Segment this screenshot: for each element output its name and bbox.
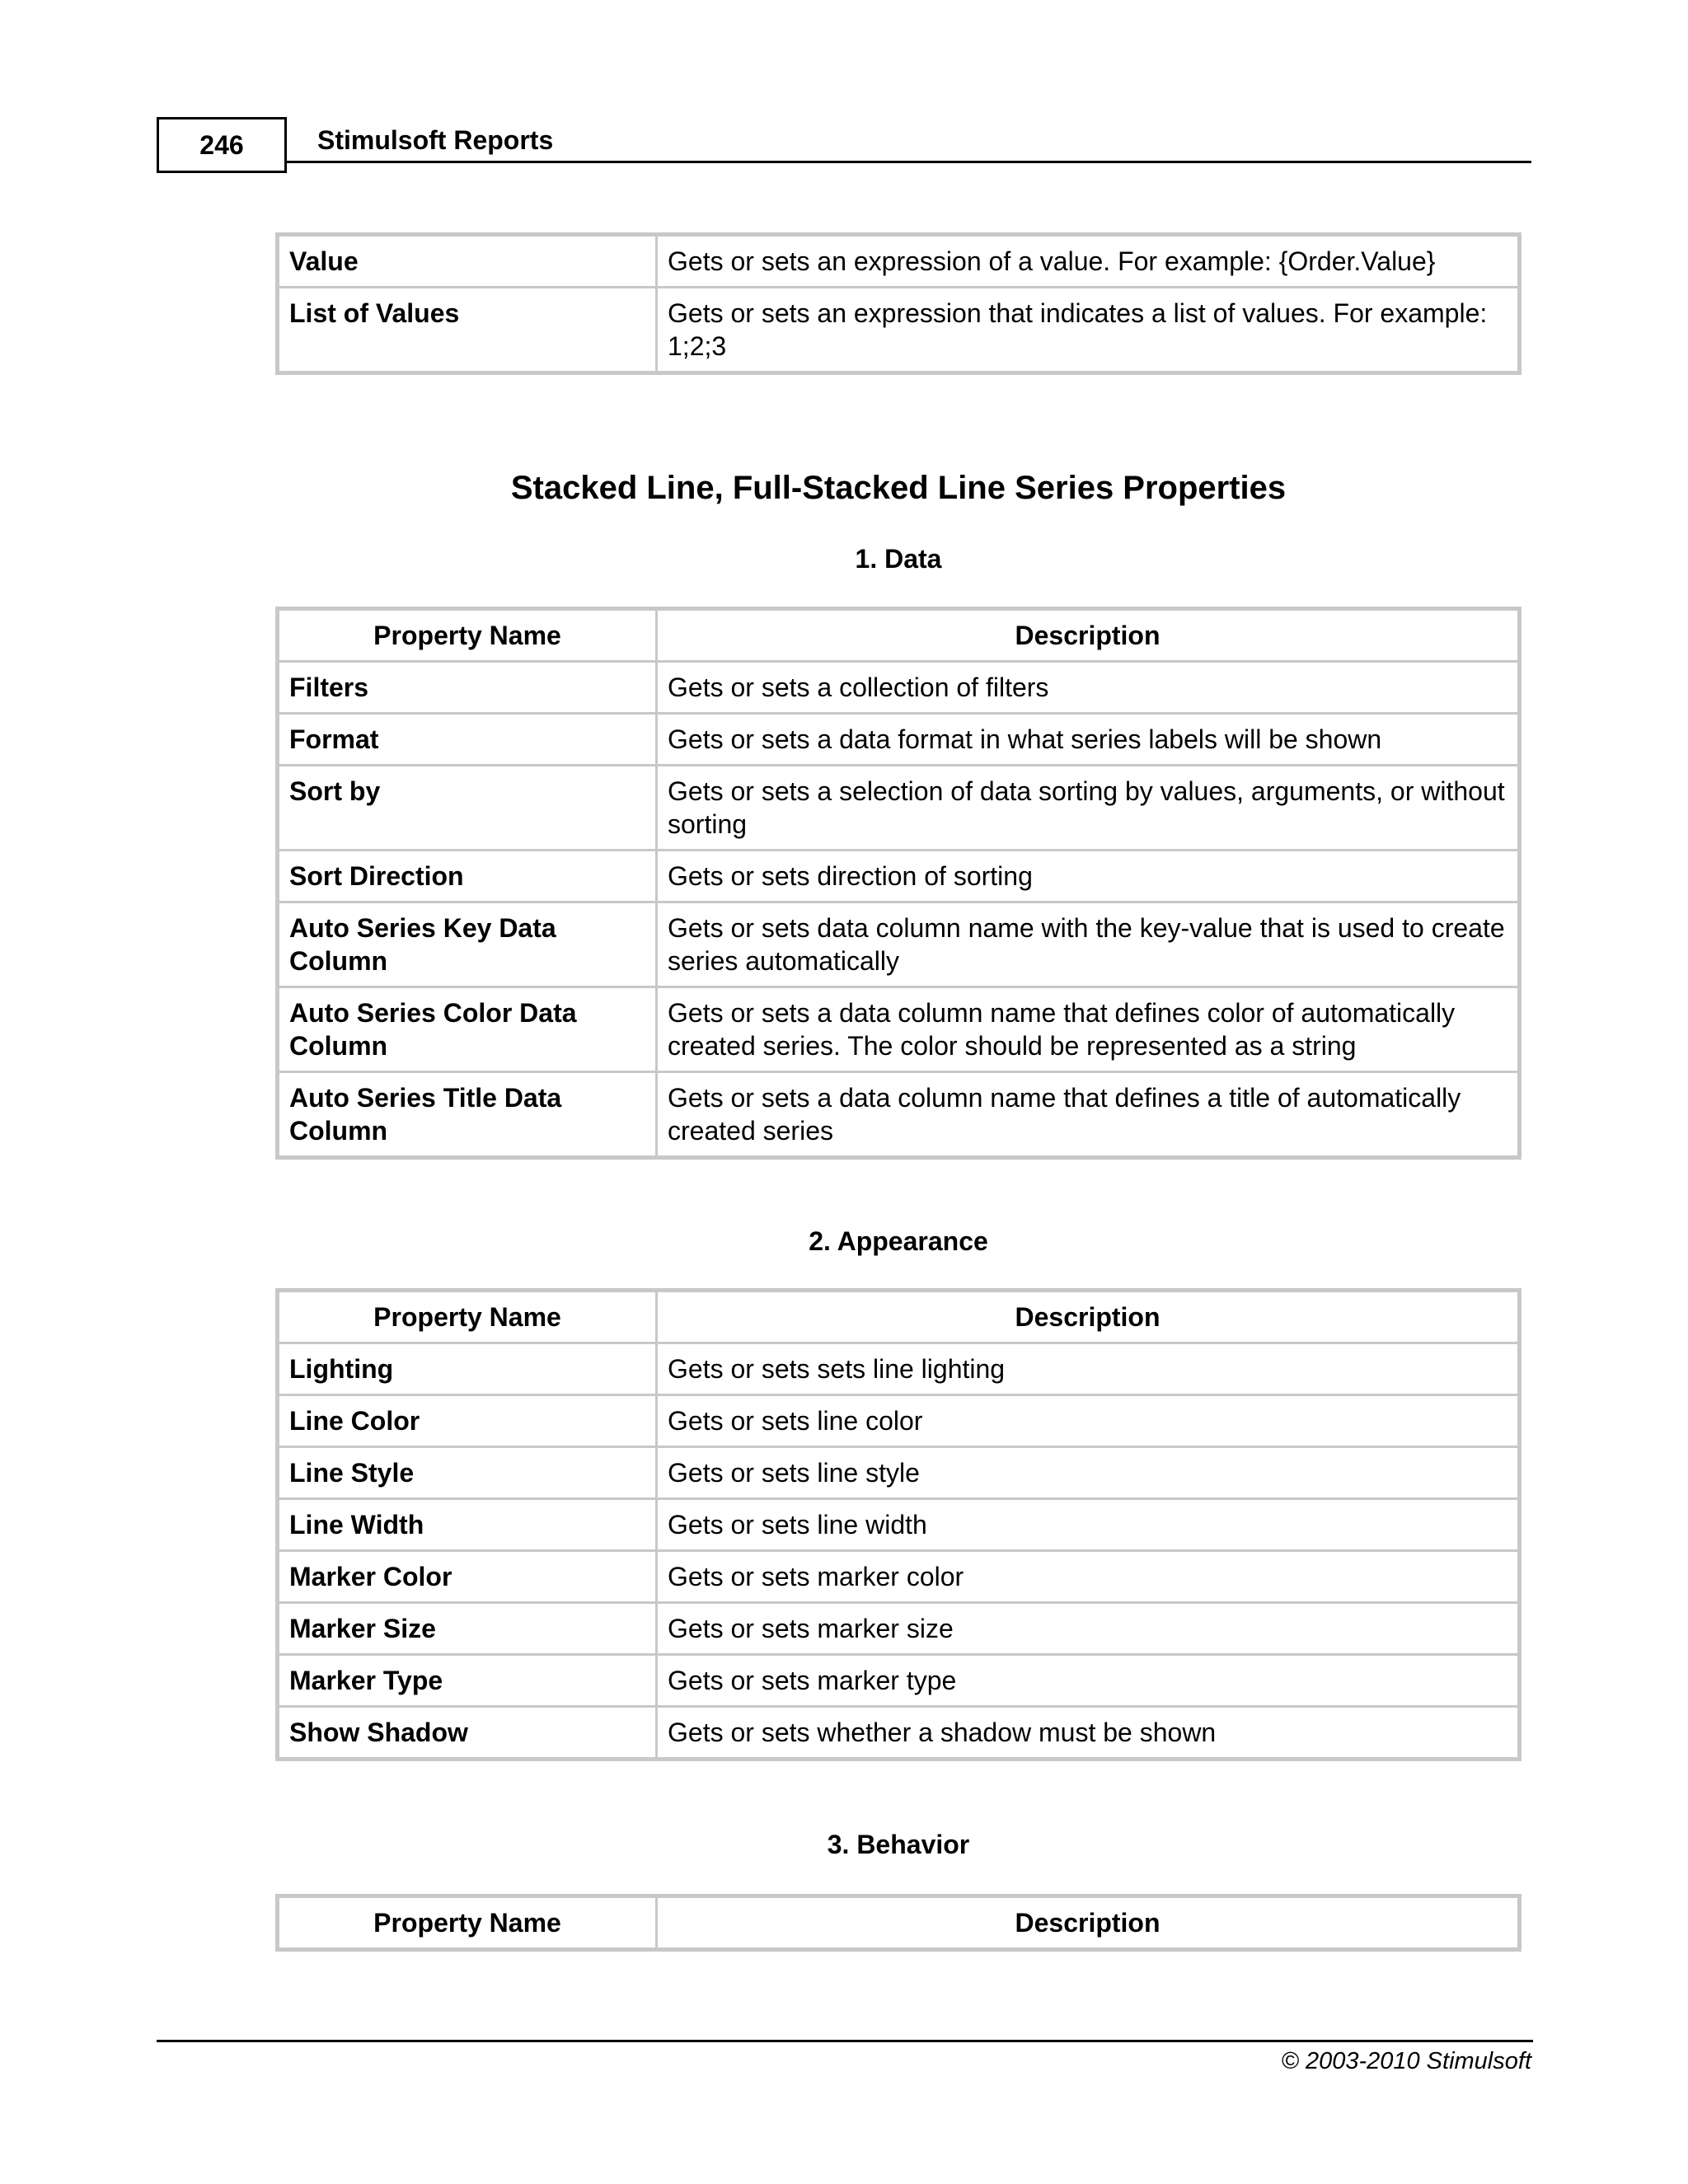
property-description: Gets or sets a collection of filters	[657, 662, 1520, 714]
table-row	[278, 1655, 1520, 1707]
table-row	[278, 851, 1520, 902]
property-description: Gets or sets line color	[657, 1395, 1520, 1447]
property-description: Gets or sets a data column name that defines a title of automatically created series	[657, 1072, 1520, 1158]
column-header-description: Description	[657, 1896, 1520, 1950]
property-name: Auto Series Title Data Column	[278, 1072, 657, 1158]
property-name: Marker Size	[278, 1603, 657, 1655]
table-header-row	[278, 1896, 1520, 1950]
copyright-notice: © 2003-2010 Stimulsoft	[1281, 2048, 1531, 2074]
behavior-properties-table	[275, 1894, 1522, 1952]
table-row	[278, 902, 1520, 987]
table-row	[278, 987, 1520, 1072]
top-properties-table	[275, 232, 1522, 375]
column-header-description: Description	[657, 1291, 1520, 1343]
table-row	[278, 662, 1520, 714]
table-header-row	[278, 1291, 1520, 1343]
property-name: Marker Color	[278, 1551, 657, 1603]
property-description: Gets or sets whether a shadow must be shown	[657, 1707, 1520, 1760]
table-row	[278, 1447, 1520, 1499]
property-description: Gets or sets a selection of data sorting by values, arguments, or without sorting	[657, 766, 1520, 851]
property-description: Gets or sets line style	[657, 1447, 1520, 1499]
property-description: Gets or sets sets line lighting	[657, 1343, 1520, 1395]
property-description: Gets or sets marker type	[657, 1655, 1520, 1707]
property-name: Marker Type	[278, 1655, 657, 1707]
property-name: Format	[278, 714, 657, 766]
table-row	[278, 1603, 1520, 1655]
column-header-property-name: Property Name	[278, 1896, 657, 1950]
property-description: Gets or sets a data column name that defines color of automatically created series. The color should be represented as a string	[657, 987, 1520, 1072]
table-row	[278, 766, 1520, 851]
section-heading: Stacked Line, Full-Stacked Line Series Properties	[510, 470, 1287, 506]
document-title: Stimulsoft Reports	[317, 125, 554, 155]
property-name: Sort Direction	[278, 851, 657, 902]
page-number: 246	[157, 117, 287, 173]
table-row	[278, 1072, 1520, 1158]
property-name: Line Width	[278, 1499, 657, 1551]
property-description: Gets or sets an expression that indicates a list of values. For example: 1;2;3	[657, 288, 1520, 373]
property-name: Sort by	[278, 766, 657, 851]
property-description: Gets or sets an expression of a value. For example: {Order.Value}	[657, 235, 1520, 288]
appearance-properties-table	[275, 1288, 1522, 1761]
property-name: Auto Series Key Data Column	[278, 902, 657, 987]
property-description: Gets or sets direction of sorting	[657, 851, 1520, 902]
property-name: Value	[278, 235, 657, 288]
property-name: Line Style	[278, 1447, 657, 1499]
table-row	[278, 1499, 1520, 1551]
property-description: Gets or sets line width	[657, 1499, 1520, 1551]
property-description: Gets or sets data column name with the key-value that is used to create series automatically	[657, 902, 1520, 987]
data-properties-table	[275, 607, 1522, 1160]
behavior-section-heading: 3. Behavior	[827, 1830, 970, 1859]
table-header-row	[278, 609, 1520, 662]
table-row	[278, 235, 1520, 288]
data-section-heading: 1. Data	[855, 544, 942, 574]
property-description: Gets or sets marker color	[657, 1551, 1520, 1603]
table-row	[278, 714, 1520, 766]
table-row	[278, 1343, 1520, 1395]
property-name: Lighting	[278, 1343, 657, 1395]
table-row	[278, 1395, 1520, 1447]
property-name: Auto Series Color Data Column	[278, 987, 657, 1072]
column-header-description: Description	[657, 609, 1520, 662]
footer-divider	[157, 2040, 1533, 2042]
header-divider	[287, 161, 1531, 163]
table-row	[278, 1707, 1520, 1760]
property-name: Show Shadow	[278, 1707, 657, 1760]
property-name: List of Values	[278, 288, 657, 373]
property-description: Gets or sets marker size	[657, 1603, 1520, 1655]
appearance-section-heading: 2. Appearance	[809, 1226, 988, 1256]
column-header-property-name: Property Name	[278, 1291, 657, 1343]
table-row	[278, 288, 1520, 373]
property-name: Line Color	[278, 1395, 657, 1447]
property-description: Gets or sets a data format in what series labels will be shown	[657, 714, 1520, 766]
property-name: Filters	[278, 662, 657, 714]
column-header-property-name: Property Name	[278, 609, 657, 662]
table-row	[278, 1551, 1520, 1603]
